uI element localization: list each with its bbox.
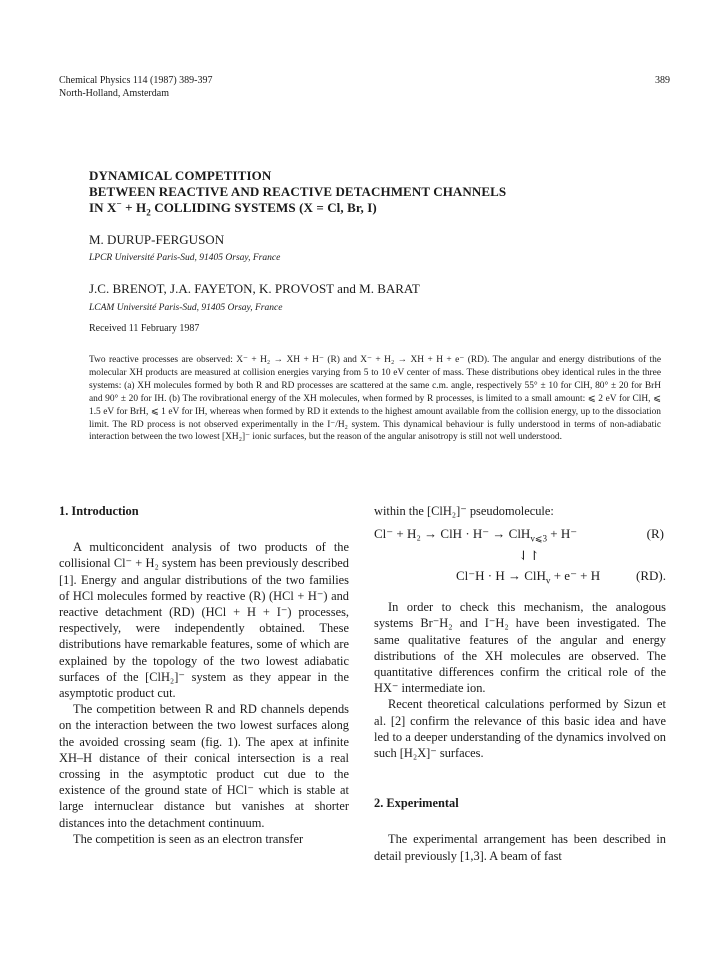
pseudomolecule-intro: within the [ClH₂]⁻ pseudomolecule: bbox=[374, 504, 554, 518]
publisher: North-Holland, Amsterdam bbox=[59, 88, 169, 99]
equation-r-label: (R) bbox=[646, 526, 664, 542]
affiliation-2: LCAM Université Paris-Sud, 91405 Orsay, France bbox=[89, 303, 283, 313]
journal-citation: Chemical Physics 114 (1987) 389-397 bbox=[59, 75, 213, 86]
intro-paragraph-1: A multiconcident analysis of two products of the collisional Cl⁻ + H₂ system has been previously described [1]. Energy and angular distributions of the two families of HCl molecules formed by reactive (R) (HCl + H⁻) and reactive detachment (RD) (HCl + H + I⁻) processes, respectively, were independently obtained. These distributions have remarkable features, some of which are explained by the topology of the two lowest adiabatic surfaces of the [ClH₂]⁻ system as they appear in the asymptotic product cut. bbox=[59, 540, 349, 701]
intro-paragraph-3: The competition is seen as an electron transfer bbox=[73, 831, 304, 846]
left-column bbox=[59, 503, 349, 847]
title-line-2: BETWEEN REACTIVE AND REACTIVE DETACHMENT CHANNELS bbox=[89, 184, 507, 199]
experimental-paragraph-1: The experimental arrangement has been described in detail previously [1,3]. A beam of fast bbox=[374, 832, 666, 863]
abstract: Two reactive processes are observed: X⁻ + H₂ → XH + H⁻ (R) and X⁻ + H₂ → XH + H + e⁻ (RD). The angular and energy distributions of the molecular XH products are measured at collision energies varying from 5 to 10 eV center of mass. These distributions obey identical rules in the three systems: (a) XH molecules formed by both R and RD processes are scattered at the same c.m. angle, respectively 55° ± 10 for ClH, 80° ± 20 for BrH and 90° ± 20 for IH. (b) The rovibrational energy of the XH molecules, when formed by R processes, is limited to a small amount: ⩽ 2 eV for ClH, ⩽ 1.5 eV for BrH, ⩽ 1 eV for IH, whereas when formed by RD it extends to the highest amount available from the collision energy, up to the dissociation limit. The RD process is not observed experimentally in the I⁻/H₂ system. This dynamical behaviour is fully understood in terms of non-adiabatic interaction between the two lowest [XH₂]⁻ ionic surfaces, but the reason of the angular anisotropy is still not well understood. bbox=[89, 355, 661, 443]
equation-rd-label: (RD). bbox=[636, 568, 666, 584]
equation-r: Cl⁻ + H₂ → ClH · H⁻ → ClH$_{v⩽3}$ + H⁻ (R) bbox=[374, 526, 664, 544]
right-paragraph-2: Recent theoretical calculations performed by Sizun et al. [2] confirm the relevance of this basic idea and have led to a deeper understanding of the dynamics involved on such [H₂X]⁻ surfaces. bbox=[374, 697, 666, 761]
title-line-1: DYNAMICAL COMPETITION bbox=[89, 168, 272, 183]
page-number: 389 bbox=[655, 75, 670, 86]
paper-title bbox=[89, 168, 649, 216]
equilibrium-arrows: ⇃↾ bbox=[518, 548, 540, 564]
received-date: Received 11 February 1987 bbox=[89, 323, 200, 334]
author-2: J.C. BRENOT, J.A. FAYETON, K. PROVOST and M. BARAT bbox=[89, 281, 420, 296]
right-column bbox=[374, 503, 666, 864]
author-1: M. DURUP-FERGUSON bbox=[89, 232, 225, 247]
section-heading-experimental: 2. Experimental bbox=[374, 796, 459, 811]
right-paragraph-1: In order to check this mechanism, the analogous systems Br⁻H₂ and I⁻H₂ have been investigated. The same qualitative features of the angular and energy distributions of the XH molecules are observed. The quantitative differences confirm the critical role of the HX⁻ intermediate ion. bbox=[374, 600, 666, 696]
section-heading-introduction: 1. Introduction bbox=[59, 504, 139, 518]
title-line-3: IN $X^- + H_2$ COLLIDING SYSTEMS (X = Cl, Br, I) bbox=[89, 198, 377, 218]
journal-header bbox=[59, 74, 359, 100]
intro-paragraph-2: The competition between R and RD channels depends on the interaction between the two lowest surfaces along the avoided crossing seam (fig. 1). The apex at infinite XH–H distance of their conical intersection is a real crossing in the asymptotic product cut due to the existence of the ground state of HCl⁻ which is stable at large internuclear distance but vanishes at shorter distances into the detachment continuum. bbox=[59, 702, 349, 830]
affiliation-1: LPCR Université Paris-Sud, 91405 Orsay, France bbox=[89, 253, 281, 263]
equation-rd: Cl⁻H · H → ClH$_v$ + e⁻ + H (RD). bbox=[456, 568, 666, 586]
